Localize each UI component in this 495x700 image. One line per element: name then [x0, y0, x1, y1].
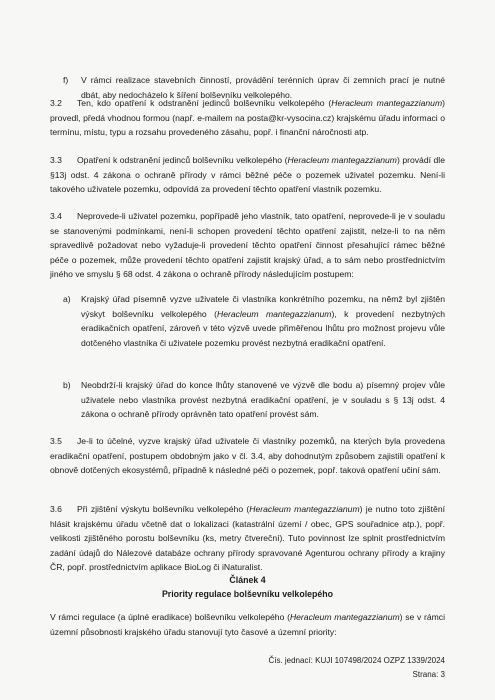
section-number: 3.2	[50, 98, 62, 108]
section-text-end: ) provedl, předá vhodnou formou (např. e-mailem na posta@kr-vysocina.cz) krajskému úřadu informaci o termínu, místu, typu a rozsahu provedeného zásahu, popř. i finanční náročnosti atp.	[50, 98, 445, 138]
page-number: Strana: 3	[412, 670, 445, 679]
section-text-start: Při zjištění výskytu bolševníku velkolepého (	[77, 504, 250, 514]
latin-name: Heracleum mantegazzianum	[217, 308, 332, 319]
reference-number: Čís. jednací: KUJI 107498/2024 OZPZ 1339/2024	[268, 656, 445, 665]
item-text-end: ), k provedení nezbytných eradikačních opatření, zároveň v této výzvě uvede přiměřenou lhůtu pro možnost projevu vůle dotčeného vlastníka či uživatele pozemku provést nezbytná eradikační opatření.	[81, 308, 445, 348]
item-label: b)	[63, 380, 71, 390]
section-3-6	[50, 502, 445, 575]
section-number: 3.6	[50, 504, 62, 514]
article-subtitle: Priority regulace bolševníku velkolepého	[161, 589, 334, 599]
section-text-start: Ten, kdo opatření k odstranění jedinců bolševníku velkolepého (	[77, 98, 332, 108]
intro-text-start: V rámci regulace (a úplné eradikace) bolševníku velkolepého (	[50, 612, 290, 622]
latin-name: Heracleum mantegazzianum	[249, 504, 360, 514]
latin-name: Heracleum mantegazzianum	[289, 612, 400, 622]
item-text-start: Krajský úřad písemně vyzve uživatele či vlastníka konkrétního pozemku, na němž byl zjištěn výskyt bolševníku velkolepého (	[81, 294, 445, 319]
item-text	[81, 292, 445, 350]
section-3-5	[50, 434, 445, 478]
section-text: Neprovede-li uživatel pozemku, popřípadě jeho vlastník, tato opatření, neprovede-li je v souladu se stanovenými podmínkami, není-li schopen provedení těchto opatření zajistit, nelze-li to na něm spravedlivě požadovat nebo vyžaduje-li provedení těchto opatření činnost přesahující rámec běžné péče o pozemek, může provedení těchto opatření zajistit krajský úřad, a to sám nebo prostřednictvím jiného ve smyslu § 68 odst. 4 zákona o ochraně přírody následujícím postupem:	[50, 211, 445, 280]
article-intro	[50, 610, 445, 639]
section-number: 3.4	[50, 211, 62, 221]
section-text: Je-li to účelné, vyzve krajský úřad uživatele či vlastníky pozemků, na kterých byla provedena eradikační opatření, postupem obdobným jako v čl. 3.4, aby dohodnutým způsobem zajistili opatření k obnově dotčených ekosystémů, případně k následné péči o pozemek, popř. taková opatření učiní sám.	[50, 436, 445, 476]
section-text-end: ) je nutno toto zjištění hlásit krajskému úřadu včetně dat o lokalizaci (katastrální území / obec, GPS souřadnice atp.), popř. velikosti zjištěného porostu bolševníku (ks, metry čtvereční). Tuto povinnost lze splnit prostřednictvím zadání údajů do Nálezové databáze ochrany přírody spravované Agenturou ochrany přírody a krajiny ČR, popř. prostřednictvím aplikace BioLog či iNaturalist.	[50, 504, 446, 573]
section-number: 3.5	[50, 436, 62, 446]
item-text: V rámci realizace stavebních činností, provádění terénních úprav či zemních prací je nutné dbát, aby nedocházelo k šíření bolševníku velkolepého.	[81, 75, 445, 100]
article-title: Článek 4	[229, 575, 266, 585]
section-text-start: Opatření k odstranění jedinců bolševníku velkolepého (	[77, 155, 288, 165]
intro-text-end: ) se v rámci územní působnosti krajského úřadu stanovují tyto časové a územní priority:	[50, 612, 445, 637]
item-label: a)	[63, 294, 71, 304]
section-number: 3.3	[50, 155, 62, 165]
latin-name: Heracleum mantegazzianum	[287, 155, 397, 165]
item-text: Neobdrží-li krajský úřad do konce lhůty stanovené ve výzvě dle bodu a) písemný projev vůle uživatele nebo vlastníka provést nezbytná eradikační opatření, je v souladu s § 13j odst. 4 zákona o ochraně přírody oprávněn tato opatření provést sám.	[81, 380, 445, 420]
item-label: f)	[63, 75, 69, 85]
section-3-3	[50, 153, 445, 197]
latin-name: Heracleum mantegazzianum	[331, 98, 443, 108]
section-text-end: ) provádí dle §13j odst. 4 zákona o ochraně přírody v rámci běžné péče o pozemek uživatel pozemku. Není-li takového uživatele pozemku, odpovídá za provedení těchto opatření vlastník pozemku.	[50, 155, 445, 195]
section-3-4	[50, 209, 445, 282]
section-3-2	[50, 96, 445, 140]
